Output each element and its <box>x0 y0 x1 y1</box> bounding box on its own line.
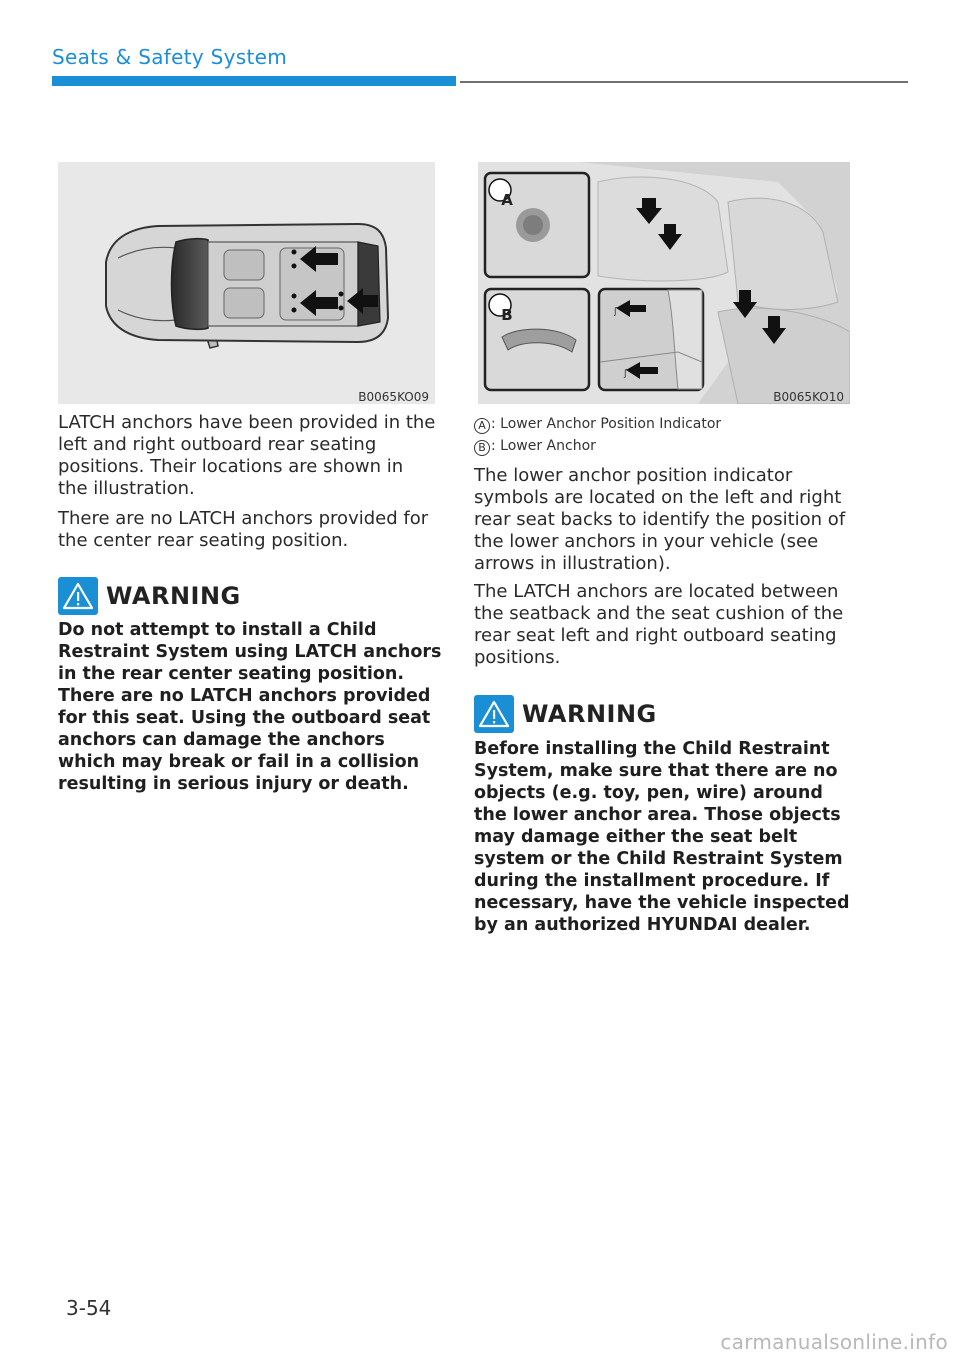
anchor-location-paragraph: The LATCH anchors are located between the seatback and the seat cushion of the rear seat left and right outboard seating positions. <box>474 581 844 668</box>
header-rule-accent <box>52 76 456 86</box>
svg-text:ʃ: ʃ <box>624 369 628 379</box>
legend-a-marker: A <box>474 418 490 434</box>
warning-title: WARNING <box>106 582 241 610</box>
indicator-paragraph: The lower anchor position indicator symbols are located on the left and right rear seat backs to identify the position of the lower anchors in your vehicle (see arrows in illustration). <box>474 465 846 574</box>
seat-anchor-figure <box>478 162 850 404</box>
warning-text: Before installing the Child Restraint System, make sure that there are no objects (e.g. toy, pen, wire) around the lower anchor area. Those objects may damage either the seat belt system or the Child Restraint System during the installment procedure. If necessary, have the vehicle inspected by an authorized HYUNDAI dealer. <box>474 739 850 935</box>
panel-b-label: B <box>501 306 513 324</box>
legend <box>474 413 854 457</box>
panel-a <box>485 173 589 277</box>
panel-b <box>485 289 589 390</box>
legend-b-text: : Lower Anchor <box>491 438 596 454</box>
car-top-view-figure <box>58 162 435 404</box>
warning-icon <box>58 577 98 615</box>
warning-heading <box>474 695 657 733</box>
rear-seat-illustration <box>478 162 850 404</box>
warning-heading <box>58 577 241 615</box>
legend-b-marker: B <box>474 440 490 456</box>
legend-item-b <box>474 435 854 457</box>
figure-code: B0065KO09 <box>358 390 429 404</box>
figure-code: B0065KO10 <box>773 390 844 404</box>
warning-icon <box>474 695 514 733</box>
warning-text: Do not attempt to install a Child Restraint System using LATCH anchors in the rear center seating position. There are no LATCH anchors provided for this seat. Using the outboard seat anchors can damage the anchors which may break or fail in a collision resulting in serious injury or death. <box>58 620 442 794</box>
legend-item-a <box>474 413 854 435</box>
panel-a-label: A <box>501 191 513 209</box>
header-rule <box>460 81 908 83</box>
warning-title: WARNING <box>522 700 657 728</box>
section-title: Seats & Safety System <box>52 45 288 69</box>
legend-a-text: : Lower Anchor Position Indicator <box>491 416 722 432</box>
watermark: carmanualsonline.info <box>720 1330 948 1354</box>
latch-paragraph-1: LATCH anchors have been provided in the left and right outboard rear seating positions. Their locations are shown in the illustration. <box>58 412 436 499</box>
svg-text:ʃ: ʃ <box>614 307 618 317</box>
latch-paragraph-2: There are no LATCH anchors provided for the center rear seating position. <box>58 508 429 551</box>
page-number: 3-54 <box>66 1296 112 1320</box>
car-top-view-illustration <box>58 162 435 404</box>
